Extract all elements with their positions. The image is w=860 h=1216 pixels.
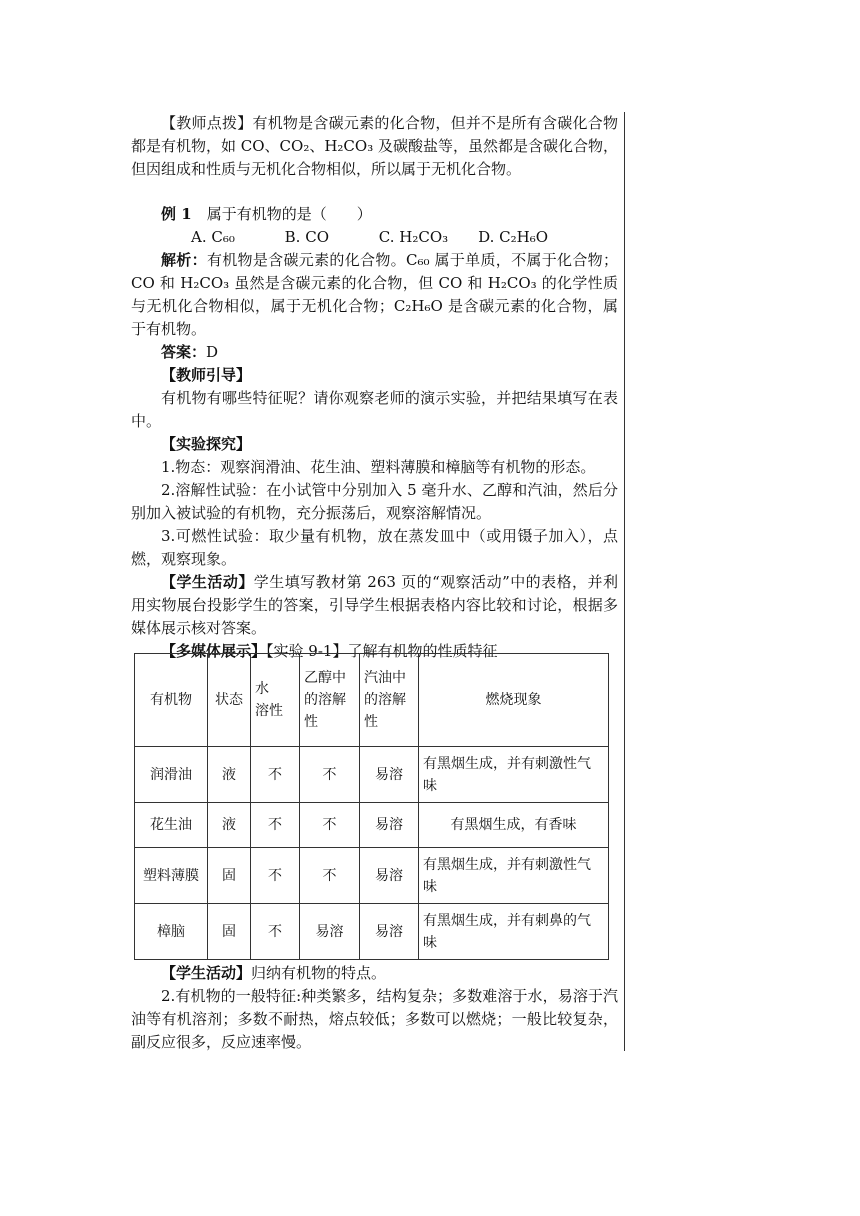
example-question-text: 属于有机物的是（ ） — [206, 205, 372, 223]
teacher-tip — [131, 112, 618, 181]
student-activity-1-title: 【学生活动】 — [161, 573, 254, 591]
cell-gasoline: 易溶 — [360, 747, 419, 803]
cell-ethanol: 易溶 — [300, 904, 360, 960]
student-activity-2-text: 归纳有机物的特点。 — [251, 964, 387, 982]
conclusion: 2.有机物的一般特征:种类繁多，结构复杂；多数难溶于水，易溶于汽油等有机溶剂；多数不耐热，熔点较低；多数可以燃烧；一般比较复杂，副反应很多，反应速率慢。 — [131, 987, 618, 1051]
example-question — [131, 203, 618, 226]
cell-combustion: 有黑烟生成，有香味 — [419, 803, 609, 848]
lesson-content — [131, 112, 618, 663]
example-answer — [131, 341, 618, 364]
teacher-tip-title: 【教师点拨】 — [161, 114, 253, 132]
header-ethanol: 乙醇中的溶解性 — [300, 654, 360, 747]
table-header-row — [135, 654, 609, 747]
example-analysis — [131, 249, 618, 341]
student-activity-1 — [131, 571, 618, 640]
option-c: C. H₂CO₃ — [378, 228, 449, 246]
cell-state: 固 — [208, 848, 251, 904]
margin-rule — [624, 112, 625, 1051]
cell-organic: 润滑油 — [135, 747, 208, 803]
analysis-label: 解析： — [161, 251, 207, 269]
multimedia-text: 了解有机物的性质特征 — [347, 642, 498, 660]
student-activity-1-text: 学生填写教材第 263 页的“观察活动”中的表格，并利用实物展台投影学生的答案，引导学生根据表格内容比较和讨论，根据多媒体展示核对答案。 — [131, 573, 618, 637]
cell-gasoline: 易溶 — [360, 803, 419, 848]
cell-state: 液 — [208, 747, 251, 803]
cell-organic: 塑料薄膜 — [135, 848, 208, 904]
table-row — [135, 848, 609, 904]
teacher-guide-title: 【教师引导】 — [161, 366, 252, 384]
answer-label: 答案： — [161, 343, 207, 361]
cell-water: 不 — [251, 848, 300, 904]
header-state: 状态 — [208, 654, 251, 747]
cell-ethanol: 不 — [300, 747, 360, 803]
table-row — [135, 803, 609, 848]
cell-water: 不 — [251, 747, 300, 803]
cell-water: 不 — [251, 904, 300, 960]
cell-combustion: 有黑烟生成，并有刺激性气味 — [419, 747, 609, 803]
header-organic: 有机物 — [135, 654, 208, 747]
cell-ethanol: 不 — [300, 848, 360, 904]
example-label: 例 1 — [161, 205, 192, 223]
cell-combustion: 有黑烟生成，并有刺激性气味 — [419, 848, 609, 904]
answer-value: D — [206, 343, 219, 361]
cell-state: 固 — [208, 904, 251, 960]
table-row — [135, 904, 609, 960]
cell-combustion: 有黑烟生成，并有刺鼻的气味 — [419, 904, 609, 960]
experiment-step-3: 3.可燃性试验：取少量有机物，放在蒸发皿中（或用镊子加入），点燃，观察现象。 — [131, 527, 618, 568]
table-row — [135, 747, 609, 803]
cell-gasoline: 易溶 — [360, 904, 419, 960]
experiment-title: 【实验探究】 — [161, 435, 252, 453]
closing-content — [131, 962, 618, 1054]
student-activity-2-title: 【学生活动】 — [161, 964, 252, 982]
properties-table — [134, 653, 609, 960]
multimedia-subtitle: 【实验 9-1】 — [266, 642, 348, 660]
teacher-guide-text: 有机物有哪些特征呢？请你观察老师的演示实验，并把结果填写在表中。 — [131, 389, 618, 430]
teacher-tip-text: 有机物是含碳元素的化合物，但并不是所有含碳化合物都是有机物，如 CO、CO₂、H₂CO₃ 及碳酸盐等，虽然都是含碳化合物，但因组成和性质与无机化合物相似，所以属于无机化合物。 — [131, 114, 618, 178]
header-water: 水 溶性 — [251, 654, 300, 747]
cell-organic: 樟脑 — [135, 904, 208, 960]
header-combustion: 燃烧现象 — [419, 654, 609, 747]
option-a: A. C₆₀ — [191, 228, 235, 246]
experiment-step-1: 1.物态：观察润滑油、花生油、塑料薄膜和樟脑等有机物的形态。 — [161, 458, 596, 476]
header-gasoline: 汽油中的溶解性 — [360, 654, 419, 747]
cell-organic: 花生油 — [135, 803, 208, 848]
analysis-text: 有机物是含碳元素的化合物。C₆₀ 属于单质，不属于化合物；CO 和 H₂CO₃ 虽然是含碳元素的化合物，但 CO 和 H₂CO₃ 的化学性质与无机化合物相似，属于无机化合物；C₂H₆O 是含碳元素的化合物，属于有机物。 — [131, 251, 618, 338]
option-b: B. CO — [284, 228, 329, 246]
multimedia-title: 【多媒体展示】 — [161, 642, 267, 660]
cell-state: 液 — [208, 803, 251, 848]
option-d: D. C₂H₆O — [478, 228, 549, 246]
cell-ethanol: 不 — [300, 803, 360, 848]
student-activity-2 — [131, 962, 618, 985]
cell-water: 不 — [251, 803, 300, 848]
experiment-step-2: 2.溶解性试验：在小试管中分别加入 5 毫升水、乙醇和汽油，然后分别加入被试验的有机物，充分振荡后，观察溶解情况。 — [131, 481, 618, 522]
cell-gasoline: 易溶 — [360, 848, 419, 904]
example-options — [131, 226, 618, 249]
